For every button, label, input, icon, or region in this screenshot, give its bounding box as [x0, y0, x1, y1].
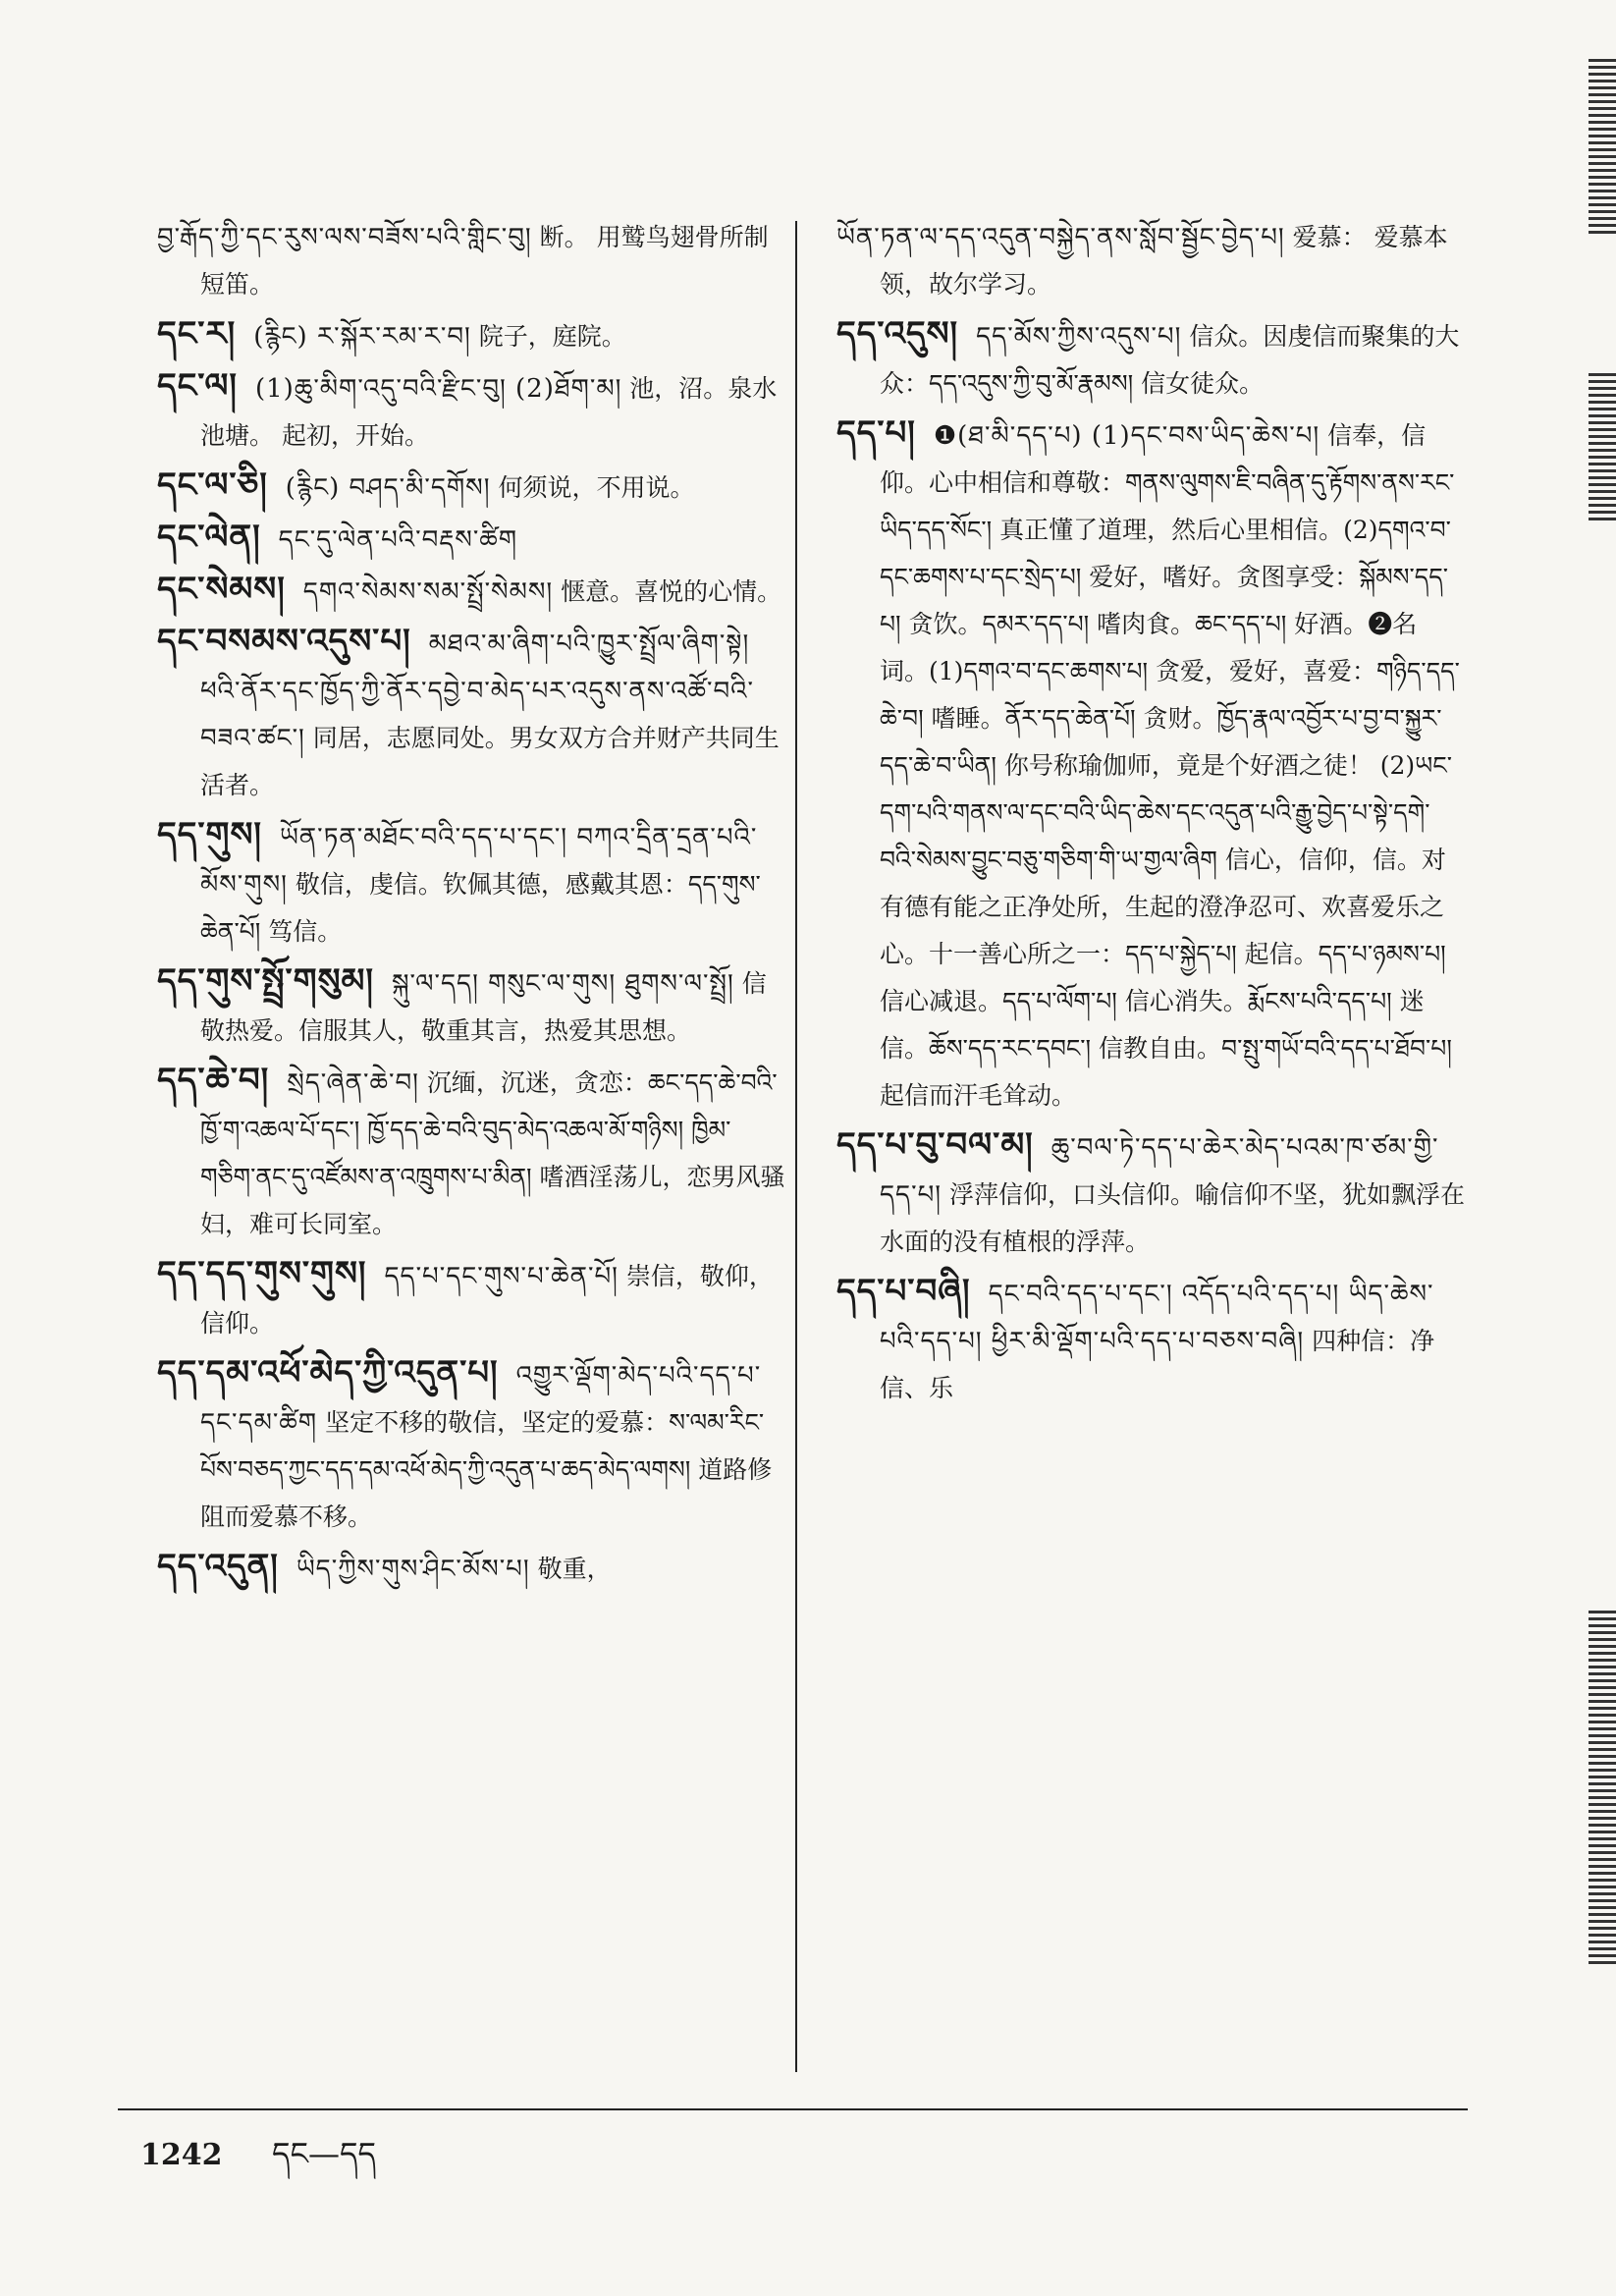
entry-headword: དད་འདུས། [836, 314, 959, 354]
entry-chinese-definition: 信众。因虔信而聚集的大众：དད་འདུས་ཀྱི་བུ་མོ་རྣམས། 信女徒众。 [880, 322, 1460, 398]
entry-tibetan-definition: ཡོན་ཏན་ལ་དད་འདུན་བསྐྱེད་ནས་སློབ་སྦྱོང་བྱེད་པ། [836, 223, 1285, 252]
entry-headword: དང་བསམས་འདུས་པ། [157, 622, 411, 661]
entry-chinese-definition: 四种信：净信、乐 [880, 1327, 1435, 1402]
entry-chinese-definition: 断。 用鹫鸟翅骨所制短笛。 [200, 223, 769, 299]
entry-headword: དང་ར། [157, 314, 237, 354]
page-footer [140, 2119, 376, 2208]
dictionary-entry [157, 310, 785, 360]
dictionary-entry [157, 957, 785, 1055]
dictionary-entry [157, 514, 785, 564]
dictionary-entry [157, 214, 785, 308]
dictionary-entry [157, 566, 785, 616]
entry-tibetan-definition: དང་དུ་ལེན་པའི་བརྡས་ཚིག [278, 525, 518, 555]
entry-chinese-definition: 沉缅，沉迷，贪恋：ཆང་དད་ཆེ་བའི་ཁྱོ་ག་འཆལ་པོ་དང་། ཁྱོ་དད་ཆེ་བའི་བུད་མེད་འཆལ་མོ་གཉིས། ཁྱིམ་གཅིག་ནང་དུ་འཛོམས་ན་འཁྲུགས་པ་མིན། 嗜酒淫荡儿，恋男风骚妇，难可长同室。 [200, 1068, 785, 1238]
entry-chinese-definition: 院子，庭院。 [478, 322, 626, 351]
entry-chinese-definition: 何须说，不用说。 [498, 473, 695, 502]
entry-chinese-definition: 爱慕： 爱慕本领，故尔学习。 [880, 223, 1448, 299]
footer-rule [118, 2108, 1468, 2110]
dictionary-entry [836, 1121, 1465, 1266]
entry-headword: དང་སེམས། [157, 570, 286, 609]
entry-tibetan-definition: ཡོན་ཏན་མཐོང་བའི་དད་པ་དང་། བཀའ་དྲིན་དྲན་པའི་མོས་གུས། [200, 823, 758, 900]
dictionary-entry [836, 214, 1465, 308]
entry-headword: དང་ལེན། [157, 518, 261, 557]
column-divider [795, 221, 797, 2072]
entry-headword: དད་པ། [836, 413, 916, 453]
dictionary-entry [157, 362, 785, 460]
entry-tibetan-definition: མཐའ་མ་ཞིག་པའི་ཁྱུར་སྤྲོལ་ཞིག་སྟེ། ཕའི་ནོར་དང་ཁྱོད་ཀྱི་ནོར་དབྱེ་བ་མེད་པར་འདུས་ནས་འཚོ་བའི་བཟའ་ཚང་། [200, 629, 754, 753]
edge-mark [1589, 59, 1616, 236]
entry-tibetan-definition: སྐུ་ལ་དད། གསུང་ལ་གུས། ཐུགས་ལ་སྤྲོ། [391, 969, 734, 999]
entry-chinese-definition: 崇信，敬仰，信仰。 [200, 1262, 774, 1338]
entry-chinese-definition: 敬信，虔信。钦佩其德，感戴其恩：དད་གུས་ཆེན་པོ། 笃信。 [200, 870, 761, 946]
dictionary-entry [157, 1349, 785, 1541]
dictionary-entry [157, 811, 785, 956]
right-column [836, 214, 1465, 1414]
entry-tibetan-definition: ❶(ཐ་མི་དད་པ) (1)དང་བས་ཡིད་ཆེས་པ། [933, 421, 1320, 451]
entry-headword: དང་ལ། [157, 366, 238, 406]
dictionary-entry [157, 1250, 785, 1347]
entry-tibetan-definition: དད་མོས་ཀྱིས་འདུས་པ། [976, 322, 1182, 352]
entry-headword: དད་པ་བུ་བལ་མ། [836, 1125, 1034, 1165]
dictionary-entry [836, 310, 1465, 408]
entry-tibetan-definition: (རྙིང) ར་སྐོར་རམ་ར་བ། [253, 322, 471, 352]
entry-chinese-definition: 敬重， [537, 1555, 612, 1583]
entry-tibetan-definition: དང་བའི་དད་པ་དང་། འདོད་པའི་དད་པ། ཡིད་ཆེས་པའི་དད་པ། ཕྱིར་མི་ལྡོག་པའི་དད་པ་བཅས་བཞི། [880, 1280, 1434, 1356]
entry-chinese-definition: 惬意。喜悦的心情。 [561, 577, 782, 606]
left-column [157, 214, 785, 1595]
entry-headword: དད་གུས། [157, 815, 262, 854]
entry-headword: དད་འདུན། [157, 1547, 279, 1586]
edge-mark [1589, 1611, 1616, 1964]
entry-headword: དད་པ་བཞི། [836, 1272, 971, 1311]
headword-range: དང—དད [271, 2135, 377, 2172]
entry-tibetan-definition: འགྱུར་ལྡོག་མེད་པའི་དད་པ་དང་དམ་ཚིག [200, 1361, 762, 1438]
entry-chinese-definition: 信敬热爱。信服其人，敬重其言，热爱其思想。 [200, 969, 767, 1045]
entry-headword: དད་གུས་སྤྲོ་གསུམ། [157, 961, 374, 1001]
entry-chinese-definition: 同居，志愿同处。男女双方合并财产共同生活者。 [200, 724, 780, 799]
entry-chinese-definition: 浮萍信仰，口头信仰。喻信仰不坚，犹如飘浮在水面的没有植根的浮萍。 [880, 1180, 1465, 1256]
entry-chinese-definition: 池，沼。泉水池塘。 起初，开始。 [200, 374, 778, 450]
entry-tibetan-definition: (1)ཆུ་མིག་འདུ་བའི་རྫིང་བུ། (2)ཐོག་མ། [254, 374, 622, 404]
edge-mark [1589, 373, 1616, 520]
entry-tibetan-definition: དད་པ་དང་གུས་པ་ཆེན་པོ། [384, 1262, 619, 1291]
entry-tibetan-definition: བྱ་རྒོད་ཀྱི་དང་རུས་ལས་བཟོས་པའི་གླིང་བུ། [157, 223, 532, 252]
dictionary-entry [836, 1268, 1465, 1412]
entry-tibetan-definition: སྲེད་ཞེན་ཆེ་བ། [287, 1068, 419, 1098]
entry-headword: དད་དད་གུས་གུས། [157, 1254, 367, 1293]
entry-tibetan-definition: ཡིད་ཀྱིས་གུས་ཤིང་མོས་པ། [296, 1555, 530, 1584]
dictionary-entry [157, 1057, 785, 1248]
entry-chinese-definition: 坚定不移的敬信，坚定的爱慕：ས་ལམ་རིང་པོས་བཅད་ཀྱང་དད་དམ་འཕོ་མེད་ཀྱི་འདུན་པ་ཆད་མེད་ལགས། 道路修阻而爱慕不移。 [200, 1408, 773, 1531]
entry-headword: དད་དམ་འཕོ་མེད་ཀྱི་འདུན་པ། [157, 1353, 499, 1393]
entry-headword: དད་ཆེ་བ། [157, 1061, 270, 1100]
page-number: 1242 [140, 2138, 223, 2172]
dictionary-entry [157, 1543, 785, 1593]
entry-tibetan-definition: དགའ་སེམས་སམ་སྤྲོ་སེམས། [302, 577, 554, 607]
dictionary-entry [157, 462, 785, 512]
entry-headword: དང་ལ་ཅི། [157, 465, 268, 505]
entry-chinese-definition: 信奉，信仰。心中相信和尊敬：གནས་ལུགས་ཇི་བཞིན་དུ་རྟོགས་ནས་རང་ཡིད་དད་སོང་། 真正懂了道理，然后心里相信。(2)དགའ་བ་དང་ཆགས་པ་དང་སྲེད་པ། 爱好，嗜好。贪图享受：སྐོམས་དད་པ། 贪饮。དམར་དད་པ། 嗜肉食。ཆང་དད་པ། 好酒。❷名词。(1)དགའ་བ་དང་ཆགས་པ། 贪爱，爱好，喜爱：གཉིད་དད་ཆེ་བ། 嗜睡。ནོར་དད་ཆེན་པོ། 贪财。ཁྱོད་རྣལ་འབྱོར་པ་བྱ་བ་སྐྱུར་དད་ཆེ་བ་ཡིན། 你号称瑜伽师，竟是个好酒之徒！ (2)ཡང་དག་པའི་གནས་ལ་དང་བའི་ཡིད་ཆེས་དང་འདུན་པའི་རྒྱུ་བྱེད་པ་སྟེ་དགེ་བའི་སེམས་བྱུང་བཅུ་གཅིག་གི་ཡ་གྱལ་ཞིག 信心，信仰，信。对有德有能之正净处所，生起的澄净忍可、欢喜爱乐之心。十一善心所之一：དད་པ་སྐྱེད་པ། 起信。དད་པ་ཉམས་པ། 信心减退。དད་པ་ལོག་པ། 信心消失。རྨོངས་པའི་དད་པ། 迷信。ཆོས་དད་རང་དབང་། 信教自由。བ་སྤུ་གཡོ་བའི་དད་པ་ཐོབ་པ། 起信而汗毛耸动。 [880, 421, 1460, 1110]
entry-tibetan-definition: ཆུ་བལ་ཏེ་དད་པ་ཆེར་མེད་པའམ་ཁ་ཙམ་གྱི་དད་པ། [880, 1133, 1439, 1210]
dictionary-entry [836, 410, 1465, 1120]
dictionary-entry [157, 618, 785, 809]
entry-tibetan-definition: (རྙིང) བཤད་མི་དགོས། [285, 473, 491, 503]
